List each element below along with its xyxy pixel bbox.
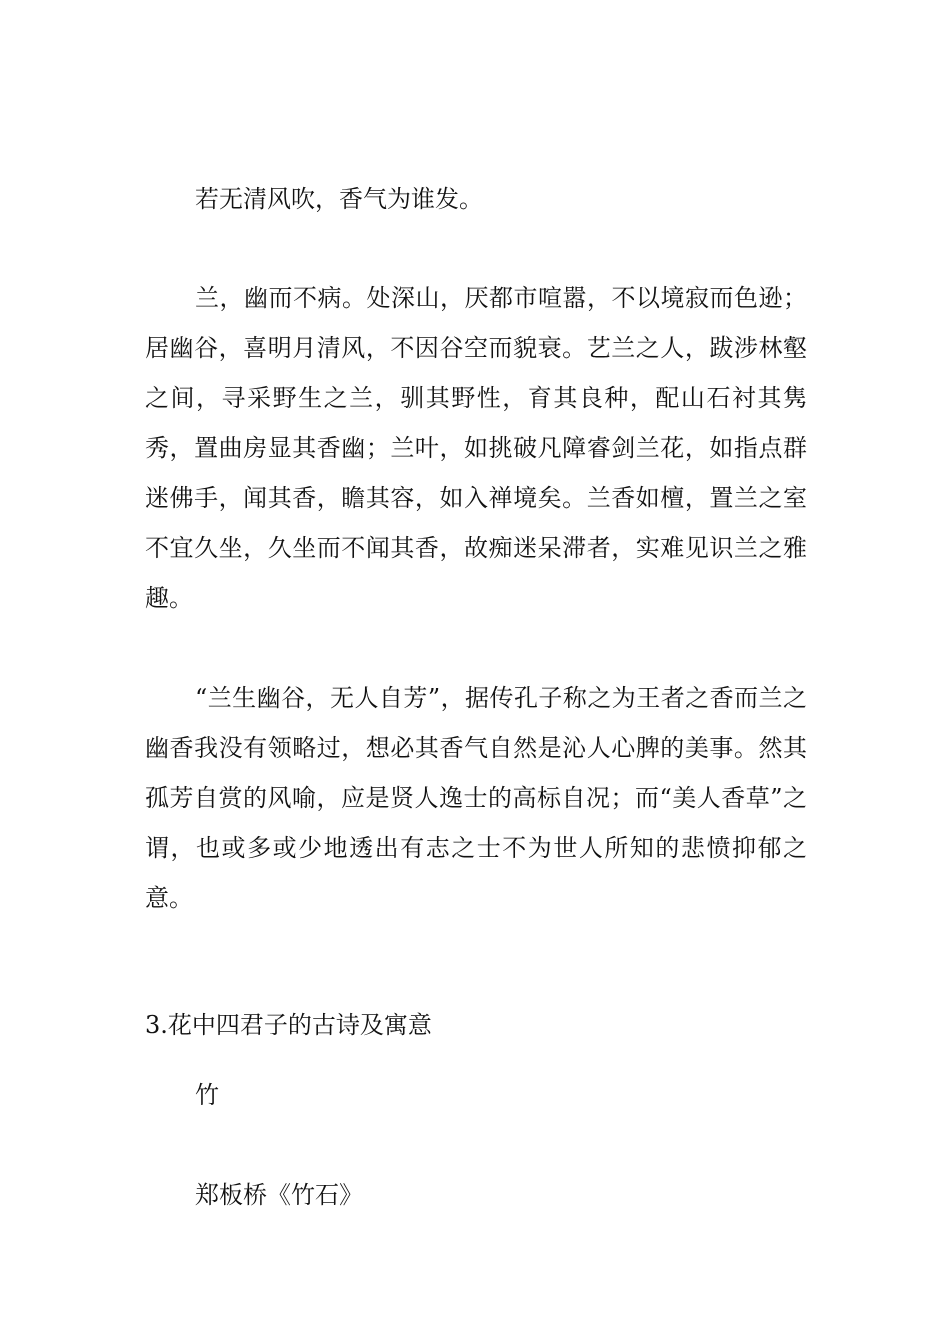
paragraph-closing-line: 若无清风吹，香气为谁发。 (195, 185, 483, 213)
paragraph-orchid-description: 兰，幽而不病。处深山，厌都市喧嚣，不以境寂而色逊；居幽谷，喜明月清风，不因谷空而貌衰。艺兰之人，跋涉林壑之间，寻采野生之兰，驯其野性，育其良种，配山石衬其隽秀，置曲房显其香幽；兰叶，如挑破凡障睿剑兰花，如指点群迷佛手，闻其香，瞻其容，如入禅境矣。兰香如檀，置兰之室不宜久坐，久坐而不闻其香，故痴迷呆滞者，实难见识兰之雅趣。 (145, 284, 807, 612)
poem-title: 郑板桥《竹石》 (195, 1181, 363, 1209)
section-heading: 3.花中四君子的古诗及寓意 (145, 1011, 432, 1039)
subheading-bamboo: 竹 (195, 1081, 219, 1109)
paragraph-orchid-meaning: “兰生幽谷，无人自芳”，据传孔子称之为王者之香而兰之幽香我没有领略过，想必其香气自然是沁人心脾的美事。然其孤芳自赏的风喻，应是贤人逸士的高标自况；而“美人香草”之谓，也或多或少地透出有志之士不为世人所知的悲愤抑郁之意。 (145, 684, 807, 912)
